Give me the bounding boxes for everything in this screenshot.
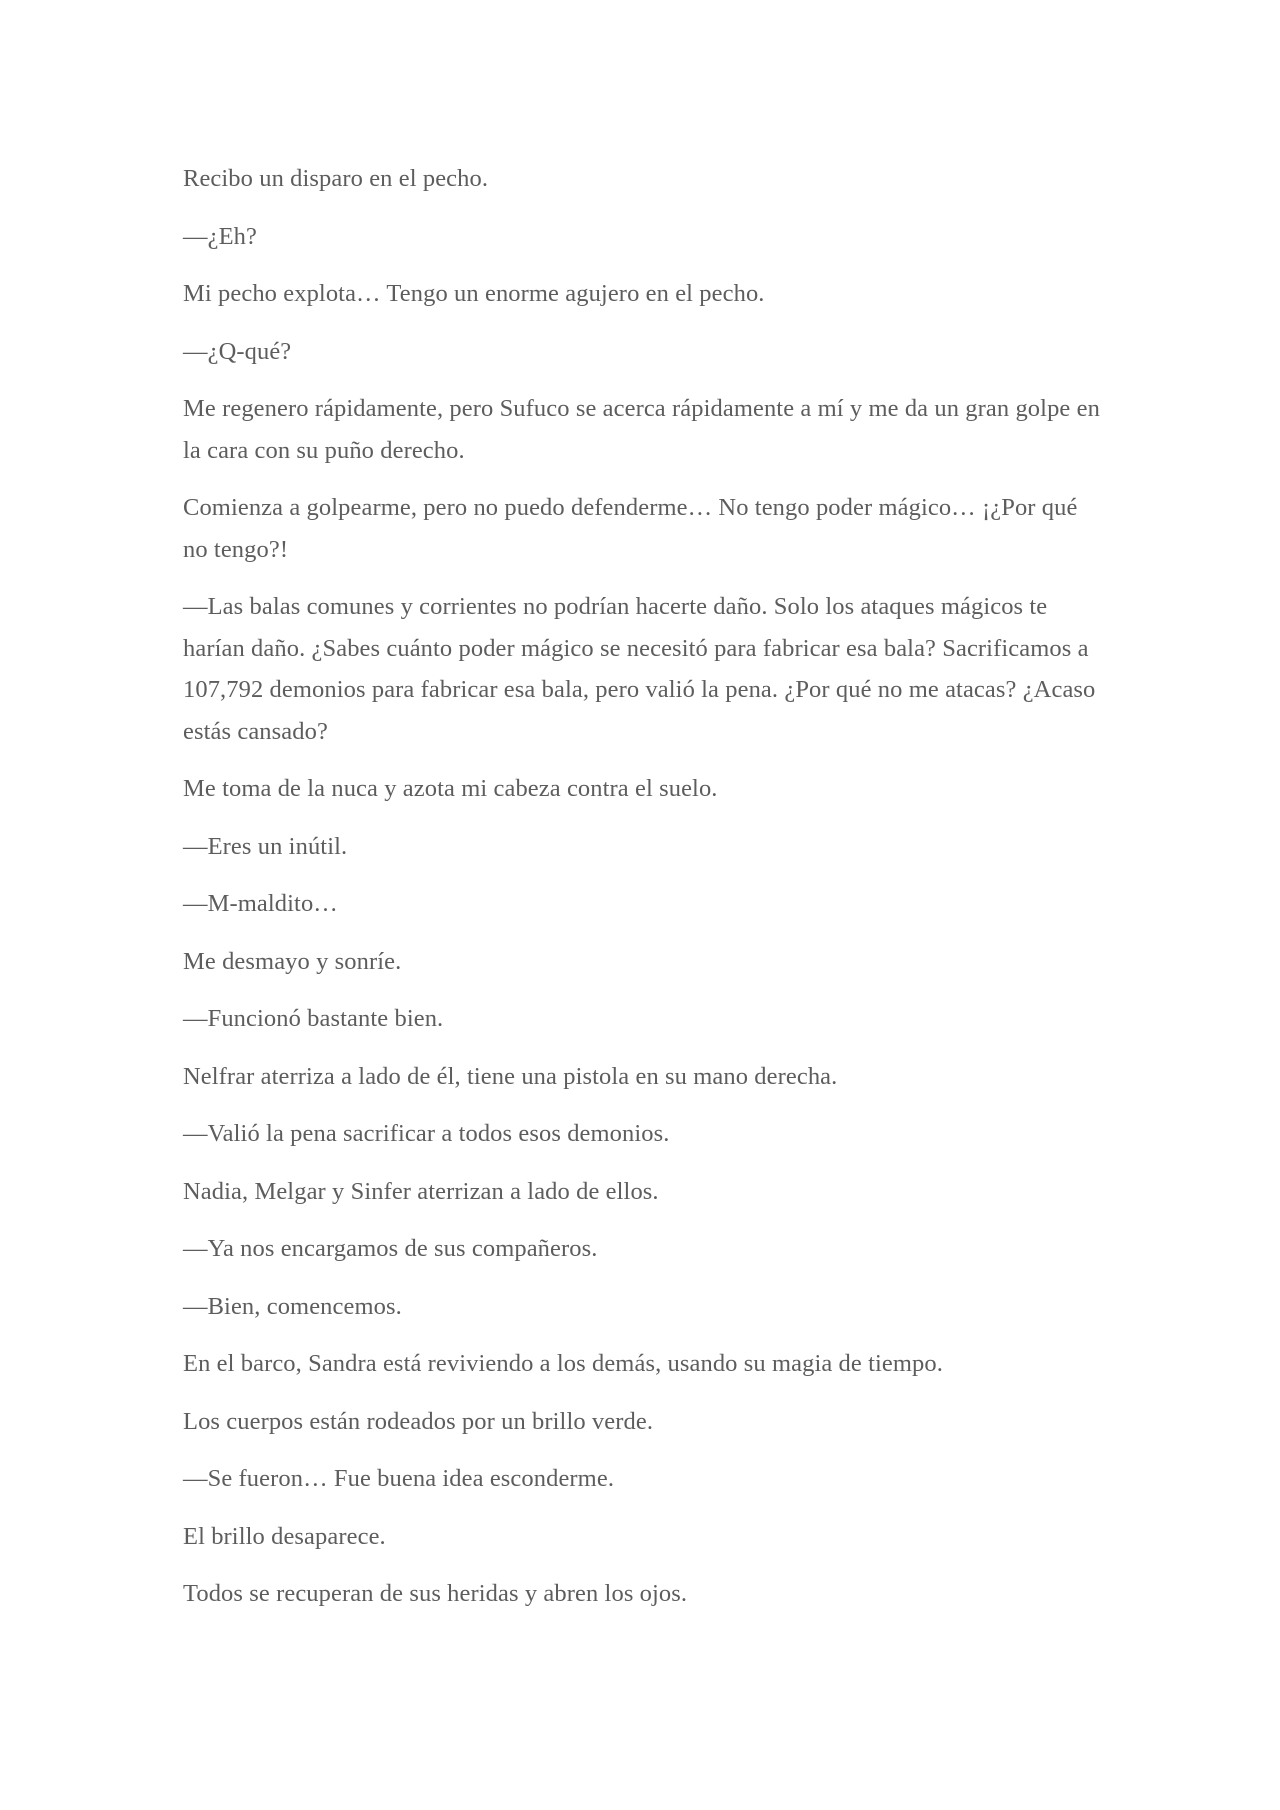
body-text bbox=[183, 158, 1103, 1631]
paragraph: —Ya nos encargamos de sus compañeros. bbox=[183, 1235, 598, 1262]
paragraph: Nadia, Melgar y Sinfer aterrizan a lado de ellos. bbox=[183, 1177, 659, 1205]
paragraph: —¿Eh? bbox=[183, 222, 257, 250]
paragraph: —Bien, comencemos. bbox=[183, 1292, 402, 1320]
paragraph: Mi pecho explota… Tengo un enorme agujero en el pecho. bbox=[183, 280, 765, 307]
paragraph: Comienza a golpearme, pero no puedo defenderme… No tengo poder mágico… ¡¿Por qué no tengo?! bbox=[183, 494, 1078, 563]
paragraph: Me toma de la nuca y azota mi cabeza contra el suelo. bbox=[183, 775, 718, 802]
paragraph: Me desmayo y sonríe. bbox=[183, 947, 402, 975]
paragraph: En el barco, Sandra está reviviendo a los demás, usando su magia de tiempo. bbox=[183, 1350, 943, 1377]
paragraph: Todos se recuperan de sus heridas y abren los ojos. bbox=[183, 1580, 688, 1607]
paragraph: Nelfrar aterriza a lado de él, tiene una pistola en su mano derecha. bbox=[183, 1062, 838, 1090]
paragraph: —M-maldito… bbox=[183, 890, 338, 917]
paragraph: —¿Q-qué? bbox=[183, 337, 292, 365]
paragraph: —Valió la pena sacrificar a todos esos demonios. bbox=[183, 1120, 670, 1147]
paragraph: Los cuerpos están rodeados por un brillo verde. bbox=[183, 1407, 654, 1435]
paragraph: Recibo un disparo en el pecho. bbox=[183, 165, 489, 192]
paragraph: —Funcionó bastante bien. bbox=[183, 1005, 444, 1032]
paragraph: —Eres un inútil. bbox=[183, 832, 348, 860]
paragraph: —Las balas comunes y corrientes no podrían hacerte daño. Solo los ataques mágicos te harían daño. ¿Sabes cuánto poder mágico se necesitó para fabricar esa bala? Sacrificamos a 107,792 demonios para fabricar esa bala, pero valió la pena. ¿Por qué no me atacas? ¿Acaso estás cansado? bbox=[183, 593, 1096, 745]
paragraph: Me regenero rápidamente, pero Sufuco se acerca rápidamente a mí y me da un gran golpe en la cara con su puño derecho. bbox=[183, 395, 1100, 464]
paragraph: —Se fueron… Fue buena idea esconderme. bbox=[183, 1465, 615, 1492]
paragraph: El brillo desaparece. bbox=[183, 1522, 386, 1550]
